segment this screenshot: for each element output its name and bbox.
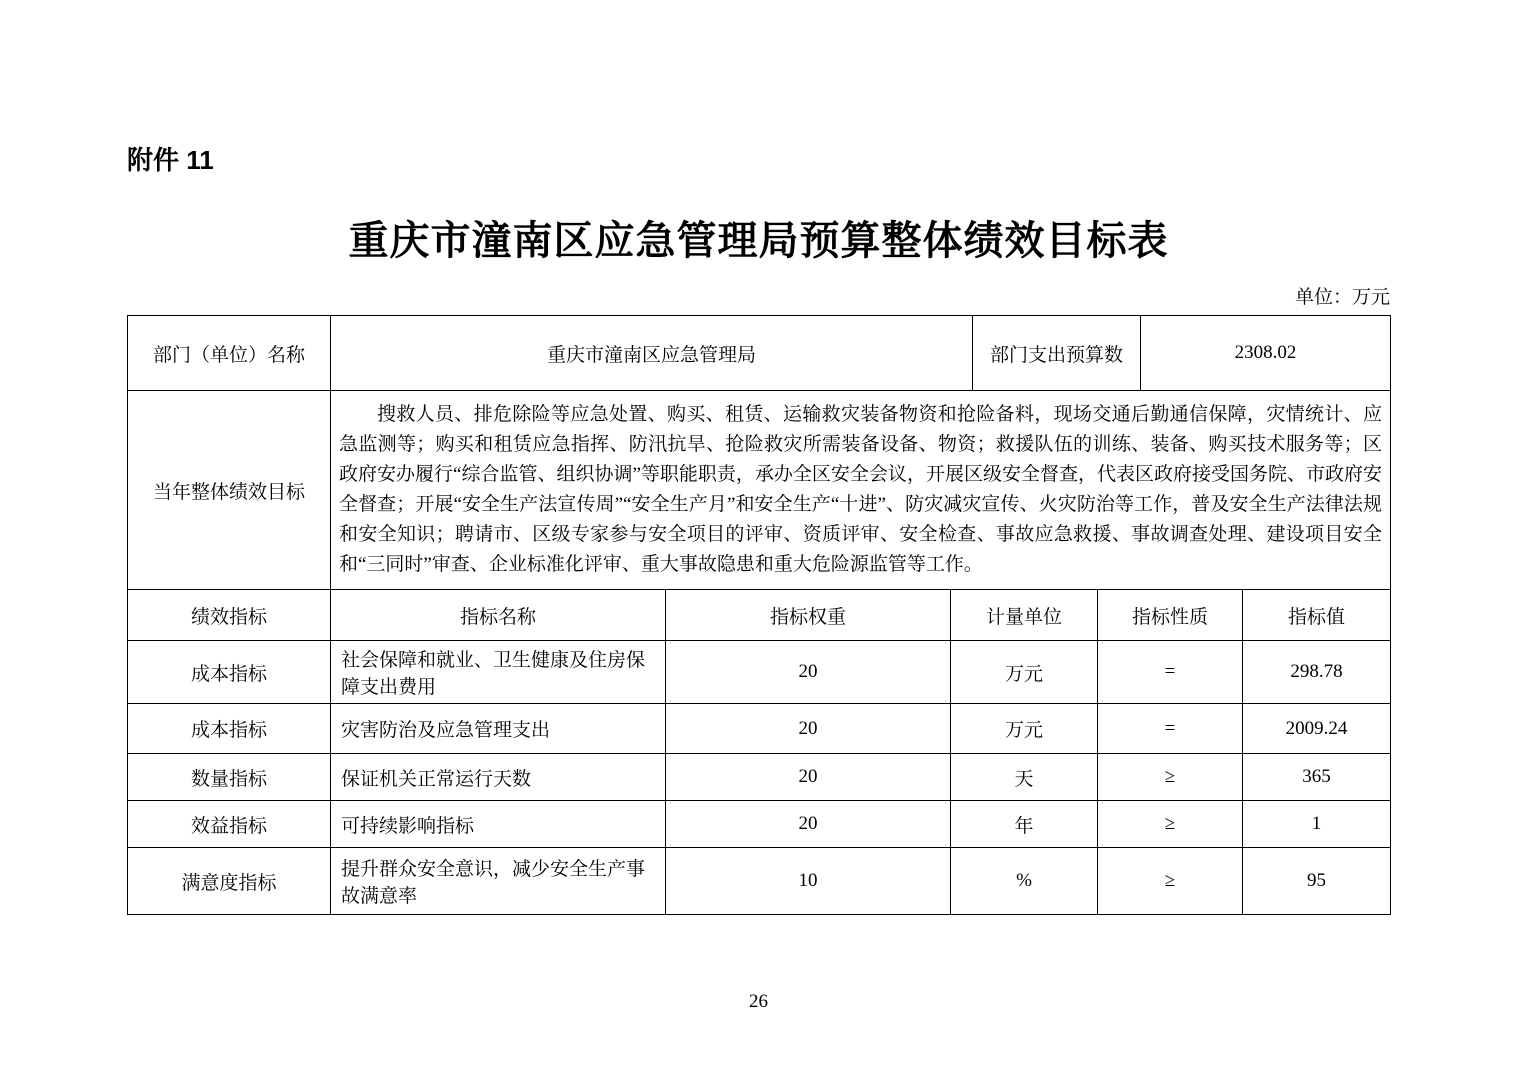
indicator-category-cell: 效益指标 [128, 801, 331, 848]
indicator-category-cell: 数量指标 [128, 754, 331, 801]
header-value-cell: 指标值 [1243, 590, 1391, 641]
dept-name-label-cell: 部门（单位）名称 [128, 316, 331, 391]
indicator-name-cell: 可持续影响指标 [331, 801, 666, 848]
dept-name-value-cell: 重庆市潼南区应急管理局 [331, 316, 973, 391]
indicators-table [127, 589, 1391, 915]
header-unit-cell: 计量单位 [951, 590, 1098, 641]
indicator-nature-cell: ≥ [1098, 754, 1243, 801]
indicator-weight-cell: 20 [666, 754, 951, 801]
unit-note: 单位：万元 [1294, 287, 1390, 308]
indicator-value-cell: 1 [1243, 801, 1391, 848]
indicator-unit-cell: 万元 [951, 641, 1098, 704]
indicator-row [128, 848, 1391, 915]
indicator-category-cell: 满意度指标 [128, 848, 331, 915]
indicator-row [128, 754, 1391, 801]
indicator-nature-cell: ≥ [1098, 848, 1243, 915]
indicator-row [128, 801, 1391, 848]
document-content [127, 0, 1390, 1013]
attachment-label: 附件 11 [127, 145, 214, 175]
indicators-header-row [128, 590, 1391, 641]
indicator-category-cell: 成本指标 [128, 704, 331, 754]
goal-table [127, 390, 1391, 590]
indicator-nature-cell: = [1098, 704, 1243, 754]
goal-paragraph: 搜救人员、排危除险等应急处置、购买、租赁、运输救灾装备物资和抢险备料，现场交通后勤通信保障，灾情统计、应急监测等；购买和租赁应急指挥、防汛抗旱、抢险救灾所需装备设备、物资；救援队伍的训练、装备、购买技术服务等；区政府安办履行“综合监管、组织协调”等职能职责，承办全区安全会议，开展区级安全督查，代表区政府接受国务院、市政府安全督查；开展“安全生产法宣传周”“安全生产月”和安全生产“十进”、防灾减灾宣传、火灾防治等工作，普及安全生产法律法规和安全知识；聘请市、区级专家参与安全项目的评审、资质评审、安全检查、事故应急救援、事故调查处理、建设项目安全和“三同时”审查、企业标准化评审、重大事故隐患和重大危险源监管等工作。 [339, 404, 1382, 575]
indicator-nature-cell: ≥ [1098, 801, 1243, 848]
indicator-value-cell: 2009.24 [1243, 704, 1391, 754]
indicator-category-cell: 成本指标 [128, 641, 331, 704]
indicator-unit-cell: % [951, 848, 1098, 915]
indicator-row [128, 641, 1391, 704]
indicator-name-cell: 提升群众安全意识，减少安全生产事故满意率 [331, 848, 666, 915]
indicator-name-cell: 保证机关正常运行天数 [331, 754, 666, 801]
header-nature-cell: 指标性质 [1098, 590, 1243, 641]
budget-label-cell: 部门支出预算数 [973, 316, 1141, 391]
indicator-unit-cell: 万元 [951, 704, 1098, 754]
indicator-weight-cell: 20 [666, 704, 951, 754]
info-row [128, 316, 1391, 391]
indicator-value-cell: 95 [1243, 848, 1391, 915]
page-title: 重庆市潼南区应急管理局预算整体绩效目标表 [348, 218, 1169, 263]
goal-row [128, 391, 1391, 590]
indicator-weight-cell: 20 [666, 641, 951, 704]
indicator-name-cell: 灾害防治及应急管理支出 [331, 704, 666, 754]
page-number: 26 [749, 991, 768, 1012]
indicator-value-cell: 298.78 [1243, 641, 1391, 704]
goal-text-cell [331, 391, 1391, 590]
indicator-unit-cell: 天 [951, 754, 1098, 801]
header-category-cell: 绩效指标 [128, 590, 331, 641]
header-weight-cell: 指标权重 [666, 590, 951, 641]
indicator-unit-cell: 年 [951, 801, 1098, 848]
budget-value-cell: 2308.02 [1141, 316, 1391, 391]
goal-label-cell: 当年整体绩效目标 [128, 391, 331, 590]
indicator-row [128, 704, 1391, 754]
indicator-value-cell: 365 [1243, 754, 1391, 801]
indicator-weight-cell: 10 [666, 848, 951, 915]
indicator-weight-cell: 20 [666, 801, 951, 848]
indicator-name-cell: 社会保障和就业、卫生健康及住房保障支出费用 [331, 641, 666, 704]
header-name-cell: 指标名称 [331, 590, 666, 641]
info-table [127, 315, 1391, 391]
indicator-nature-cell: = [1098, 641, 1243, 704]
